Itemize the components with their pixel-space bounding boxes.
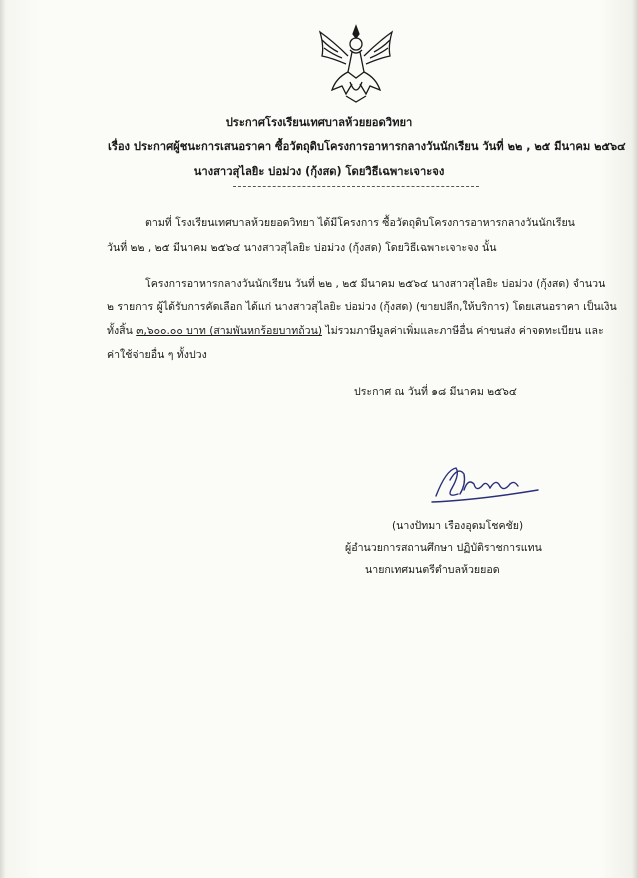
paragraph2-line3 <box>107 322 604 339</box>
announcement-subject: เรื่อง ประกาศผู้ชนะการเสนอราคา ซื้อวัตถุดิบโครงการอาหารกลางวันนักเรียน วันที่ ๒๒ , ๒๕ มีนาคม ๒๕๖๔ <box>108 140 626 153</box>
paragraph1-line1: ตามที่ โรงเรียนเทศบาลห้วยยอดวิทยา ได้มีโครงการ ซื้อวัตถุดิบโครงการอาหารกลางวันนักเรียน <box>145 217 575 229</box>
paragraph2-line2: ๒ รายการ ผู้ได้รับการคัดเลือก ได้แก่ นางสาวสุไลยิะ บ่อม่วง (กุ้งสด) (ขายปลีก,ให้บริการ) โดยเสนอราคา เป็นเงิน <box>107 301 617 313</box>
signatory-position: ผู้อำนวยการสถานศึกษา ปฏิบัติราชการแทน <box>345 542 542 554</box>
announcement-title: ประกาศโรงเรียนเทศบาลห้วยยอดวิทยา <box>225 116 413 129</box>
signatory-name: (นางปัทมา เรืองอุดมโชคชัย) <box>392 520 524 532</box>
announce-date: ประกาศ ณ วันที่ ๑๘ มีนาคม ๒๕๖๔ <box>354 386 517 398</box>
garuda-emblem-icon <box>312 22 400 104</box>
announcement-vendor: นางสาวสุไลยิะ บ่อม่วง (กุ้งสด) โดยวิธีเฉพาะเจาะจง <box>193 165 445 178</box>
amount-prefix: ทั้งสิ้น <box>107 325 137 337</box>
paragraph2-line4: ค่าใช้จ่ายอื่น ๆ ทั้งปวง <box>107 349 207 361</box>
divider <box>233 186 479 187</box>
paragraph2-line1: โครงการอาหารกลางวันนักเรียน วันที่ ๒๒ , ๒๕ มีนาคม ๒๕๖๔ นางสาวสุไลยิะ บ่อม่วง (กุ้งสด) จำนวน <box>145 278 606 290</box>
paragraph1-line2: วันที่ ๒๒ , ๒๕ มีนาคม ๒๕๖๔ นางสาวสุไลยิะ บ่อม่วง (กุ้งสด) โดยวิธีเฉพาะเจาะจง นั้น <box>107 242 497 254</box>
amount-suffix: ไม่รวมภาษีมูลค่าเพิ่มและภาษีอื่น ค่าขนส่ง ค่าจดทะเบียน และ <box>322 325 604 337</box>
signatory-position2: นายกเทศมนตรีตำบลห้วยยอด <box>365 564 500 576</box>
signature-icon <box>428 460 540 508</box>
amount-value: ๓,๖๐๐.๐๐ บาท (สามพันหกร้อยบาทถ้วน) <box>136 325 322 337</box>
